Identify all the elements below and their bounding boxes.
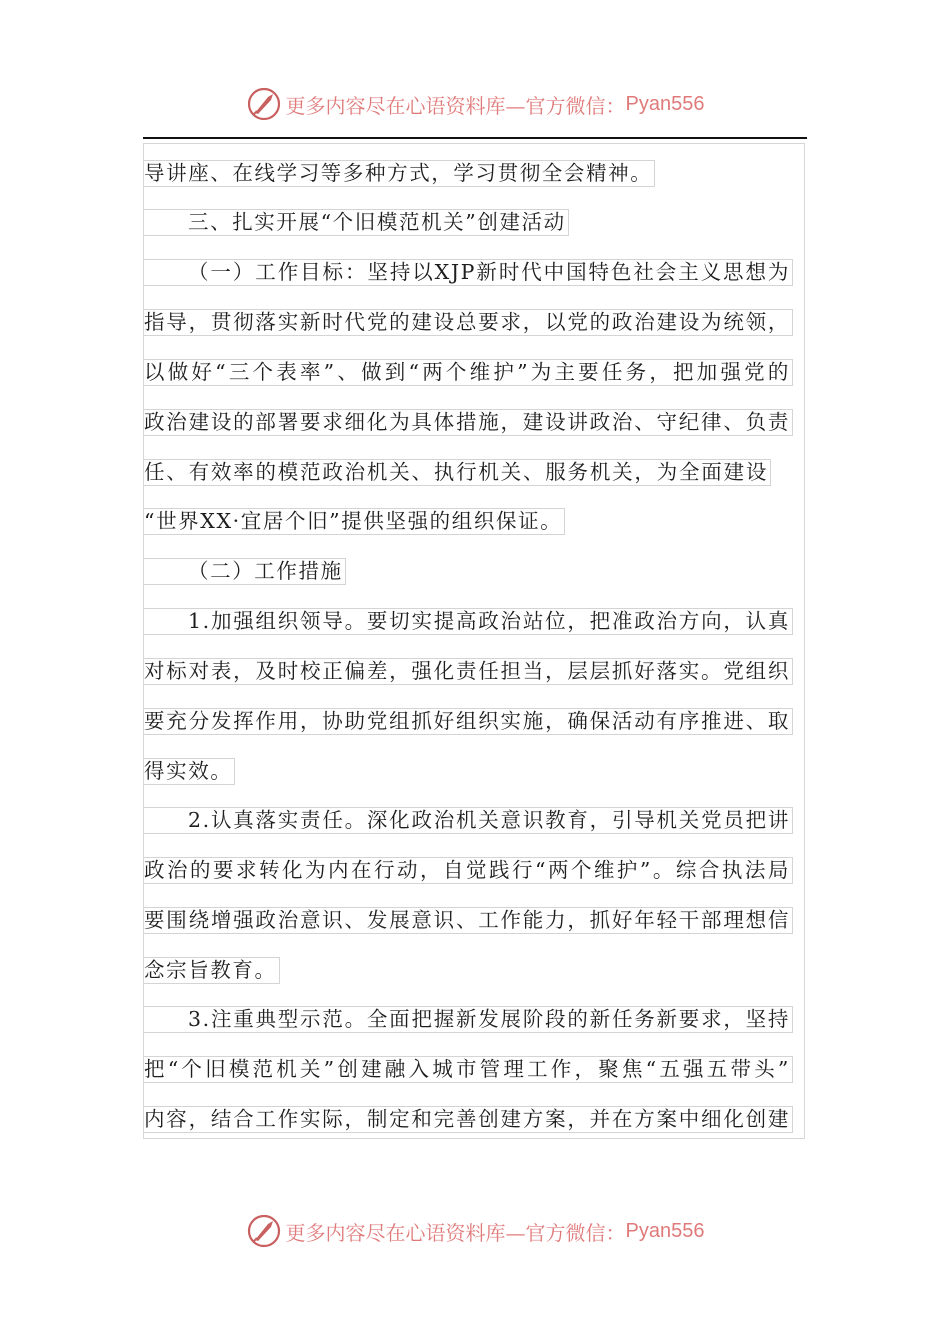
text-line: 政治建设的部署要求细化为具体措施，建设讲政治、守纪律、负责: [144, 409, 793, 436]
text-line: 1.加强组织领导。要切实提高政治站位，把准政治方向，认真: [144, 608, 793, 635]
text-line: 2.认真落实责任。深化政治机关意识教育，引导机关党员把讲: [144, 807, 793, 834]
text-line: “世界XX·宜居个旧”提供坚强的组织保证。: [144, 508, 565, 535]
text-line: 念宗旨教育。: [144, 957, 280, 984]
text-line: 把“个旧模范机关”创建融入城市管理工作，聚焦“五强五带头”: [144, 1056, 793, 1083]
document-frame: [143, 143, 805, 1139]
header-rule: [143, 137, 807, 139]
footer-banner: [0, 1211, 950, 1251]
section-heading: 三、扎实开展“个旧模范机关”创建活动: [144, 209, 569, 236]
text-line: 3.注重典型示范。全面把握新发展阶段的新任务新要求，坚持: [144, 1006, 793, 1033]
text-line: 得实效。: [144, 758, 235, 785]
banner-wechat-id: Pyan556: [625, 92, 705, 115]
quill-pen-logo-icon: [246, 1213, 282, 1249]
quill-pen-logo-icon: [246, 86, 282, 122]
text-line: 内容，结合工作实际，制定和完善创建方案，并在方案中细化创建: [144, 1106, 793, 1133]
banner-wechat-id: Pyan556: [625, 1219, 705, 1242]
banner-text: 更多内容尽在心语资料库—官方微信：: [285, 93, 626, 118]
text-line: 导讲座、在线学习等多种方式，学习贯彻全会精神。: [144, 160, 655, 187]
subsection-heading: （二）工作措施: [144, 558, 346, 585]
text-line: （一）工作目标：坚持以XJP新时代中国特色社会主义思想为: [144, 259, 793, 286]
text-line: 指导，贯彻落实新时代党的建设总要求，以党的政治建设为统领，: [144, 309, 793, 336]
text-line: 以做好“三个表率”、做到“两个维护”为主要任务，把加强党的: [144, 359, 793, 386]
banner-text: 更多内容尽在心语资料库—官方微信：: [285, 1220, 626, 1245]
text-line: 对标对表，及时校正偏差，强化责任担当，层层抓好落实。党组织: [144, 658, 793, 685]
header-banner: [0, 84, 950, 124]
text-line: 要充分发挥作用，协助党组抓好组织实施，确保活动有序推进、取: [144, 708, 793, 735]
text-line: 政治的要求转化为内在行动，自觉践行“两个维护”。综合执法局: [144, 857, 793, 884]
text-line: 任、有效率的模范政治机关、执行机关、服务机关，为全面建设: [144, 459, 771, 486]
text-line: 要围绕增强政治意识、发展意识、工作能力，抓好年轻干部理想信: [144, 907, 793, 934]
